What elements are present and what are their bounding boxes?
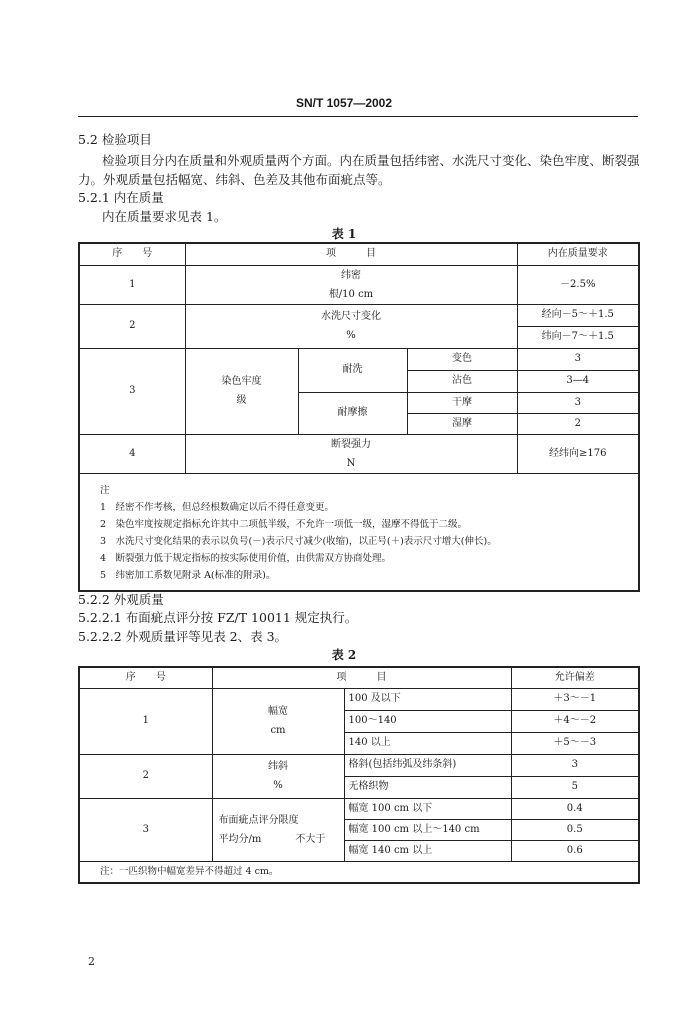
standard-number: SN/T 1057—2002 [295, 96, 393, 110]
table1-r3-dry: 干摩 [407, 392, 517, 413]
table1-r3-wet: 湿摩 [407, 413, 517, 434]
table1-notes-row [79, 473, 639, 591]
table2-r2-unit: % [273, 780, 283, 791]
section-5-2-heading: 5.2 检验项目 [78, 132, 152, 147]
section-5-2-1-text: 内在质量要求见表 1。 [102, 209, 227, 224]
table1-note-3: 3 水洗尺寸变化结果的表示以负号(－)表示尺寸减少(收缩)，以正号(＋)表示尺寸增大(伸长)。 [100, 535, 497, 547]
table1-r1-req: －2.5% [517, 265, 639, 304]
table1-header-req: 内在质量要求 [517, 243, 639, 265]
table1-r3-no: 3 [79, 348, 185, 434]
header-rule [78, 116, 638, 117]
table1-r3-stain-value: 3—4 [517, 370, 639, 392]
table2-r3-limit: 不大于 [295, 833, 326, 845]
table1-r3-item: 染色牢度 [221, 376, 262, 387]
table2-r1-sub-b: 100～140 [344, 710, 511, 732]
table2-note-row [79, 861, 639, 883]
table2 [78, 666, 640, 884]
table1-note-1: 1 经密不作考核，但总经根数确定以后不得任意变更。 [100, 501, 335, 513]
table2-r1-sub-b-value: ＋4～－2 [511, 710, 639, 732]
table2-r3-sub-b-value: 0.5 [511, 819, 639, 840]
table1-note-4: 4 断裂强力低于规定指标的按实际使用价值，由供需双方协商处理。 [100, 552, 392, 564]
table1-note-5: 5 纬密加工系数见附录 A(标准的附录)。 [100, 569, 276, 581]
table2-r1-sub-c-value: ＋5～－3 [511, 732, 639, 754]
section-5-2-1-heading: 5.2.1 内在质量 [78, 190, 164, 205]
table2-r2-sub-b: 无格织物 [344, 776, 511, 798]
page-number: 2 [88, 955, 95, 968]
table2-r3-item: 布面疵点评分限度 [218, 814, 299, 826]
table1-r1-no: 1 [79, 265, 185, 304]
table1-r1-unit: 根/10 cm [328, 288, 374, 300]
table1-header-no: 序 号 [79, 243, 185, 265]
table2-r1-sub-a-value: ＋3～－1 [511, 688, 639, 710]
table2-header-item: 项 目 [212, 667, 511, 688]
table2-row-1a [79, 688, 639, 710]
table1-note-2: 2 染色牢度按规定指标允许其中二项低半级，不允许一项低一级，湿摩不得低于二级。 [100, 518, 468, 530]
table2-r3-unit: 平均分/m [218, 833, 262, 845]
table1-r4-item: 断裂强力 [331, 438, 371, 450]
table1-r3-wash: 耐洗 [298, 348, 407, 392]
table1-r4-no: 4 [79, 434, 185, 473]
table2-r3-no: 3 [79, 798, 212, 861]
table1-r3-dry-value: 3 [517, 392, 639, 413]
table1-header-item: 项 目 [185, 243, 517, 265]
table2-r3-sub-c-value: 0.6 [511, 840, 639, 861]
table1-row-2a [79, 304, 639, 326]
section-5-2-2-2: 5.2.2.2 外观质量评等见表 2、表 3。 [78, 629, 288, 644]
table1-r3-fade-value: 3 [517, 348, 639, 370]
table2-r1-item: 幅宽 [268, 706, 288, 717]
table1-r2-no: 2 [79, 304, 185, 348]
table1-header-row [79, 243, 639, 265]
table1 [78, 242, 640, 592]
table1-r3-wet-value: 2 [517, 413, 639, 434]
table2-r1-sub-c: 140 以上 [344, 732, 511, 754]
section-5-2-para-line2: 力。外观质量包括幅宽、纬斜、色差及其他布面疵点等。 [78, 172, 391, 187]
section-5-2-2-heading: 5.2.2 外观质量 [78, 592, 164, 607]
table2-r2-sub-b-value: 5 [511, 776, 639, 798]
table1-r3-rub: 耐摩擦 [298, 392, 407, 434]
table2-r3-sub-c: 幅宽 140 cm 以上 [344, 840, 511, 861]
table2-r1-unit: cm [270, 725, 286, 736]
table1-r2-req-weft: 纬向－7～＋1.5 [517, 326, 639, 348]
table2-note: 注：一匹织物中幅宽差异不得超过 4 cm。 [79, 861, 639, 883]
table1-r2-req-warp: 经向－5～＋1.5 [517, 304, 639, 326]
table2-r3-sub-b: 幅宽 100 cm 以上～140 cm [344, 819, 511, 840]
table1-r1-item: 纬密 [341, 269, 361, 281]
section-5-2-para-line1: 检验项目分内在质量和外观质量两个方面。内在质量包括纬密、水洗尺寸变化、染色牢度、断裂强 [102, 153, 640, 168]
table2-r2-sub-a: 格斜(包括纬弧及纬条斜) [344, 754, 511, 776]
section-5-2-2-1: 5.2.2.1 布面疵点评分按 FZ/T 10011 规定执行。 [78, 610, 358, 625]
table2-r1-sub-a: 100 及以下 [344, 688, 511, 710]
table2-r2-no: 2 [79, 754, 212, 798]
table1-r4-req: 经纬向≥176 [517, 434, 639, 473]
table2-header-row [79, 667, 639, 688]
table2-r2-item: 纬斜 [268, 761, 288, 772]
table1-row-3a [79, 348, 639, 370]
table2-row-2a [79, 754, 639, 776]
table2-r3-sub-a: 幅宽 100 cm 以下 [344, 798, 511, 819]
table1-r2-unit: % [346, 330, 356, 341]
table2-header-dev: 允许偏差 [511, 667, 639, 688]
table1-row-4 [79, 434, 639, 473]
table1-r3-fade: 变色 [407, 348, 517, 370]
table1-row-1 [79, 265, 639, 304]
table1-r4-unit: N [346, 457, 356, 469]
table1-notes-title: 注 [100, 484, 110, 496]
table2-row-3a [79, 798, 639, 819]
table2-r1-no: 1 [79, 688, 212, 754]
table2-r2-sub-a-value: 3 [511, 754, 639, 776]
table2-caption: 表 2 [331, 648, 357, 662]
table2-r3-sub-a-value: 0.4 [511, 798, 639, 819]
table1-r3-stain: 沾色 [407, 370, 517, 392]
table1-r3-unit: 级 [236, 395, 247, 406]
table2-header-no: 序 号 [79, 667, 212, 688]
table1-r2-item: 水洗尺寸变化 [321, 311, 381, 322]
table1-caption: 表 1 [331, 227, 357, 241]
